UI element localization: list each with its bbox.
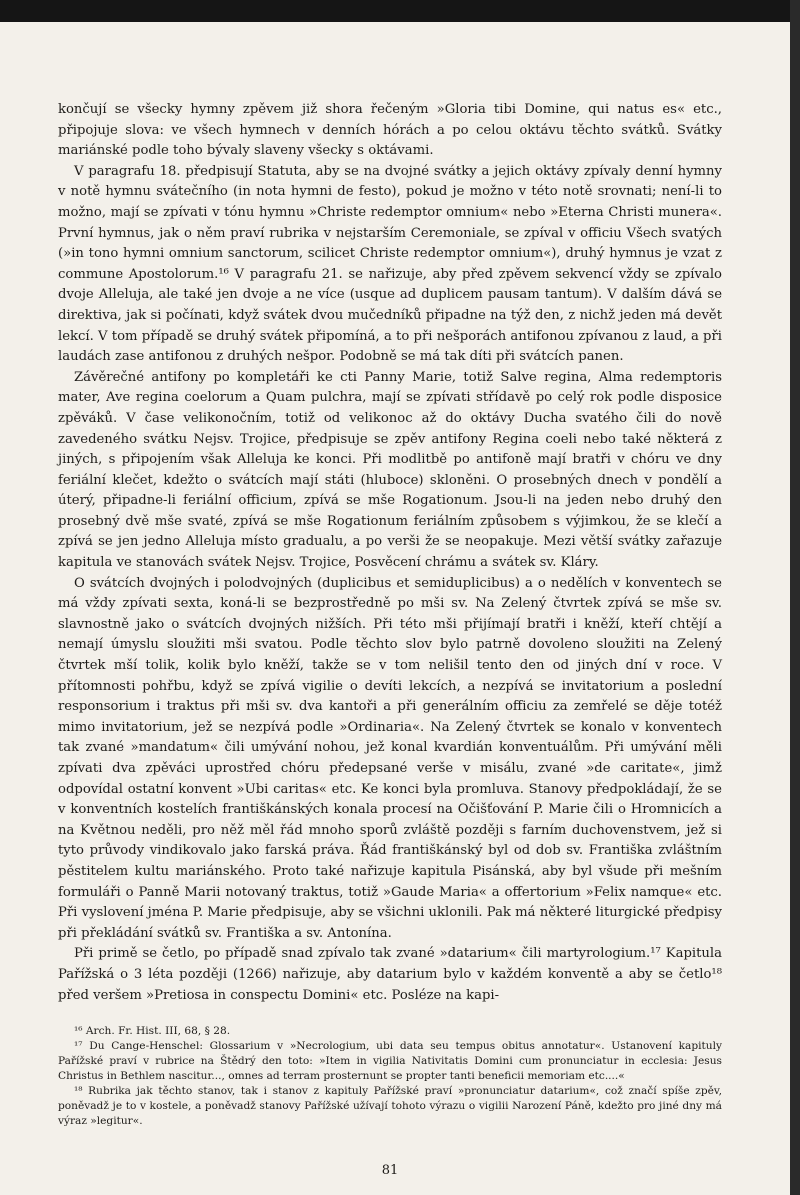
scan-right-border bbox=[790, 0, 800, 1195]
paragraph: V paragrafu 18. předpisují Statuta, aby se na dvojné svátky a jejich oktávy zpívaly denní hymny v notě hymnu svátečního (in nota hymni de festo), pokud je možno v této notě srovnati; není-li to možno, mají se zpívati v tónu hymnu »Christe redemptor omnium« nebo »Eterna Christi munera«. První hymnus, jak o něm praví rubrika v nejstarším Ceremoniale, se zpíval v officiu Všech svatých (»in tono hymni omnium sanctorum, scilicet Christe redemptor omnium«), druhý hymnus je vzat z commune Apostolorum.¹⁶ V paragrafu 21. se nařizuje, aby před zpěvem sekvencí vždy se zpívalo dvoje Alleluja, ale také jen dvoje a ne více (usque ad duplicem pausam tantum). V dalším dává se direktiva, jak si počínati, když svátek dvou mučedníků připadne na týž den, z nichž jeden má devět lekcí. V tom případě se druhý svátek připomíná, a to při nešporách antifonou zpívanou z laud, a při laudách zase antifonou z druhých nešpor. Podobně se má tak díti při svátcích panen. bbox=[58, 163, 722, 365]
scan-top-border bbox=[0, 0, 800, 22]
footnote: ¹⁸ Rubrika jak těchto stanov, tak i stanov z kapituly Pařížské praví »pronunciatur datarium«, což značí spíše zpěv, poněvadž je to v kostele, a poněvadž stanovy Pařížské užívají tohoto výrazu o vigilii Narození Páně, kdežto pro jiné dny má výraz »legitur«. bbox=[58, 1085, 722, 1127]
paragraph: končují se všecky hymny zpěvem již shora řečeným »Gloria tibi Domine, qui natus es« etc., připojuje slova: ve všech hymnech v denních hórách a po celou oktávu těchto svátků. Svátky mariánské podle toho bývaly slaveny všecky s oktávami. bbox=[58, 102, 722, 159]
paragraph: Závěrečné antifony po kompletáři ke cti Panny Marie, totiž Salve regina, Alma redemptoris mater, Ave regina coelorum a Quam pulchra, mají se zpívati střídavě po celý rok podle disposice zpěváků. V čase velikonočním, totiž od velikonoc až do oktávy Ducha svatého čili do nově zavedeného svátku Nejsv. Trojice, předpisuje se zpěv antifony Regina coeli nebo také některá z jiných, s připojením však Alleluja ke konci. Při modlitbě po antifoně mají bratři v chóru ve dny feriální klečet, kdežto o svátcích mají státi (hluboce) skloněni. O prosebných dnech v pondělí a úterý, připadne-li feriální officium, zpívá se mše Rogationum. Jsou-li na jeden nebo druhý den prosebný dvě mše svaté, zpívá se mše Rogationum feriálním způsobem s výjimkou, že se klečí a zpívá se jen jedno Alleluja místo gradualu, a po verši že se neopakuje. Mezi větší svátky zařazuje kapitula ve stanovách svátek Nejsv. Trojice, Posvěcení chrámu a svátek sv. Kláry. bbox=[58, 369, 722, 571]
footnote: ¹⁶ Arch. Fr. Hist. III, 68, § 28. bbox=[74, 1025, 231, 1037]
main-text bbox=[58, 100, 722, 1006]
paragraph: Při primě se četlo, po případě snad zpívalo tak zvané »datarium« čili martyrologium.¹⁷ Kapitula Pařížská o 3 léta později (1266) nařizuje, aby datarium bylo v každém konventě a aby se četlo¹⁸ před veršem »Pretiosa in conspectu Domini« etc. Posléze na kapi- bbox=[58, 946, 722, 1003]
footnotes bbox=[58, 1024, 722, 1129]
footnote: ¹⁷ Du Cange-Henschel: Glossarium v »Necrologium, ubi data seu tempus obitus annotatur«. Ustanovení kapituly Pařížské praví v rubrice na Štědrý den toto: »Item in vigilia Nativitatis Domini cum pronunciatur in ecclesia: Jesus Christus in Bethlem nascitur..., omnes ad terram prosternunt se propter tanti beneficii memoriam etc....« bbox=[58, 1040, 722, 1082]
page-number: 81 bbox=[381, 1163, 399, 1178]
paragraph: O svátcích dvojných i polodvojných (duplicibus et semiduplicibus) a o nedělích v konventech se má vždy zpívati sexta, koná-li se bezprostředně po mši sv. Na Zelený čtvrtek zpívá se mše sv. slavnostně jako o svátcích dvojných nižších. Při této mši přijímají bratři i kněží, kteří chtějí a nemají úmyslu sloužiti mši svatou. Podle těchto slov bylo patrně dovoleno sloužiti na Zelený čtvrtek mší tolik, kolik bylo kněží, takže se v tom nelišil tento den od jiných dní v roce. V přítomnosti pohřbu, když se zpívá vigilie o devíti lekcích, a nezpívá se invitatorium a poslední responsorium i traktus při mši sv. dva kantoři a při generálním officiu za zemřelé se děje totéž mimo invitatorium, jež se nezpívá podle »Ordinaria«. Na Zelený čtvrtek se konalo v konventech tak zvané »mandatum« čili umývání nohou, jež konal kvardián konventuálům. Při umývání měli zpívati dva zpěváci uprostřed chóru předepsané verše v misálu, zvané »de caritate«, jimž odpovídal ostatní konvent »Ubi caritas« etc. Ke konci byla promluva. Stanovy předpokládají, že se v konventních kostelích františkánských konala procesí na Očišťování P. Marie čili o Hromnicích a na Květnou neděli, pro něž měl řád mnoho sporů zvláště později s farním duchovenstvem, jež si tyto průvody vindikovalo jako farská práva. Řád františkánský byl od dob sv. Františka zvláštním pěstitelem kultu mariánského. Proto také nařizuje kapitula Pisánská, aby byl všude při mešním formuláři o Panně Marii notovaný traktus, totiž »Gaude Maria« a offertorium »Felix namque« etc. Při vyslovení jména P. Marie předpisuje, aby se všichni uklonili. Pak má některé liturgické předpisy při překládání svátků sv. Františka a sv. Antonína. bbox=[58, 575, 722, 941]
